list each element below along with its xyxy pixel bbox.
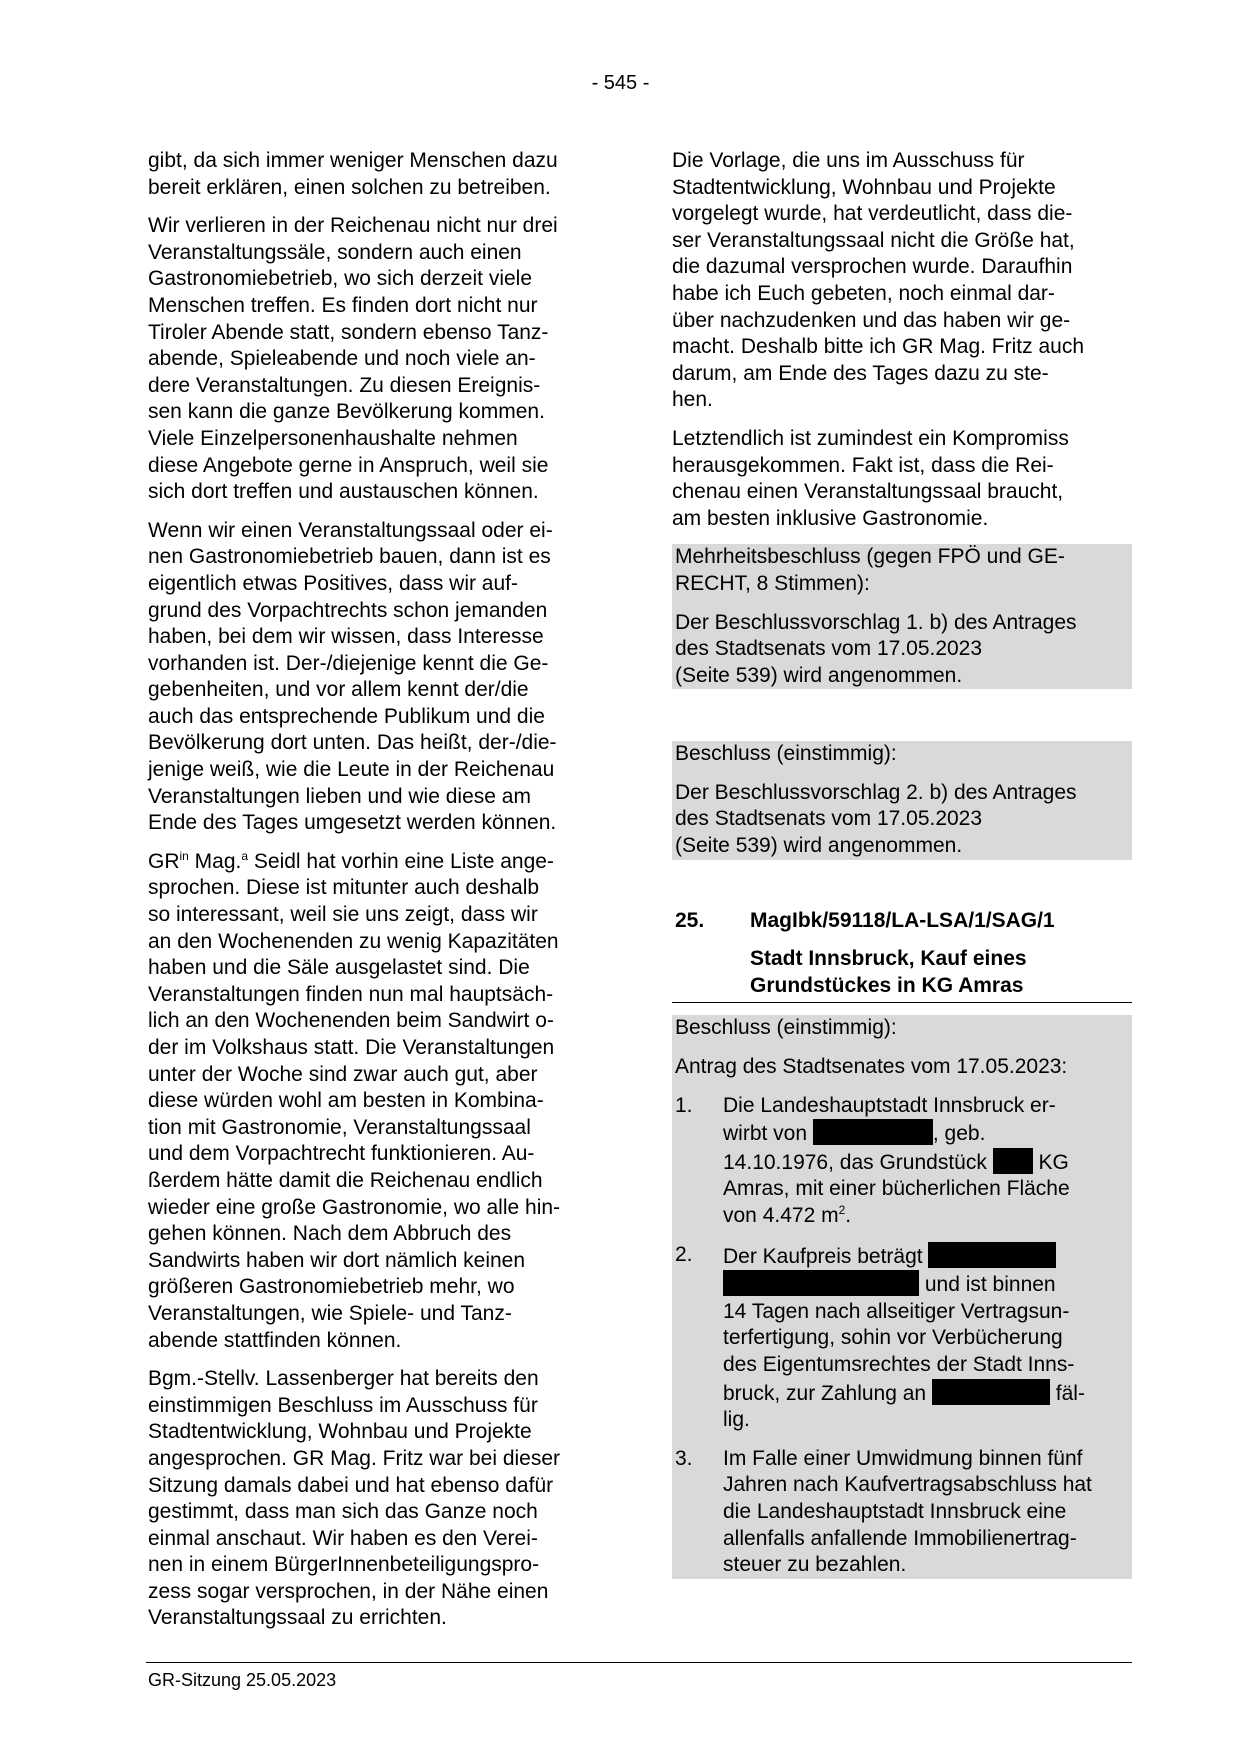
paragraph: Letztendlich ist zumindest ein Kompromiss herausgekommen. Fakt ist, dass die Rei- chenau einen Veranstaltungssaal braucht, am besten inklusive Gastronomie. (672, 426, 1069, 530)
list-item (675, 1242, 1129, 1434)
text-run: GR (148, 849, 180, 873)
agenda-title: Stadt Innsbruck, Kauf eines Grundstückes in KG Amras (750, 947, 1027, 997)
paragraph: gibt, da sich immer weniger Menschen dazu bereit erklären, einen solchen zu betreiben. (148, 149, 558, 199)
redaction-block (723, 1270, 919, 1296)
paragraph: Bgm.-Stellv. Lassenberger hat bereits den einstimmigen Beschluss im Ausschuss für Stadtentwicklung, Wohnbau und Projekte angesprochen. GR Mag. Fritz war bei dieser Sitzung damals dabei und hat ebenso dafür gestimmt, dass man sich das Ganze noch einmal anschaut. Wir haben es den Verei- nen in einem BürgerInnenbeteiligungspro- zess sogar versprochen, in der Nähe einen Veranstaltungssaal zu errichten. (148, 1367, 561, 1630)
text-run: . (845, 1204, 852, 1227)
text-run: Die Landeshauptstadt Innsbruck er- wirbt von (723, 1093, 1056, 1146)
superscript: a (241, 848, 249, 863)
resolution-box (672, 1015, 1132, 1578)
resolution-box (672, 741, 1132, 859)
superscript: in (179, 848, 189, 863)
text-run: Der Kaufpreis beträgt (723, 1244, 929, 1268)
list-number: 1. (675, 1093, 693, 1117)
agenda-reference: MagIbk/59118/LA-LSA/1/SAG/1 (750, 908, 1055, 932)
list-text (723, 1242, 1129, 1434)
redaction-block (932, 1379, 1050, 1405)
resolution-list (675, 1093, 1129, 1579)
redaction-block (993, 1148, 1033, 1174)
redaction-block (928, 1242, 1056, 1268)
right-column (672, 148, 1132, 1579)
list-text: Im Falle einer Umwidmung binnen fünf Jahren nach Kaufvertragsabschluss hat die Landeshauptstadt Innsbruck eine allenfalls anfallende Immobilienertrag- steuer zu bezahlen. (723, 1446, 1092, 1577)
resolution-heading: Beschluss (einstimmig): (675, 1016, 897, 1040)
paragraph: Wir verlieren in der Reichenau nicht nur drei Veranstaltungssäle, sondern auch einen Gastronomiebetrieb, wo sich derzeit viele Menschen treffen. Es finden dort nicht nur Tiroler Abende statt, sondern ebenso Tanz- abende, Spieleabende und noch viele an- dere Veranstaltungen. Zu diesen Ereignis- sen kann die ganze Bevölkerung kommen. Viele Einzelpersonenhaushalte nehmen diese Angebote gerne in Anspruch, weil sie sich dort treffen und austauschen können. (148, 214, 558, 504)
paragraph (148, 849, 608, 1354)
resolution-text: Der Beschlussvorschlag 1. b) des Antrages des Stadtsenats vom 17.05.2023 (Seite 539) wird angenommen. (675, 610, 1077, 687)
superscript: 2 (838, 1203, 846, 1217)
footer-text: GR-Sitzung 25.05.2023 (148, 1670, 337, 1690)
resolution-intro: Antrag des Stadtsenates vom 17.05.2023: (675, 1055, 1068, 1079)
resolution-text: Der Beschlussvorschlag 2. b) des Antrages des Stadtsenats vom 17.05.2023 (Seite 539) wird angenommen. (675, 780, 1077, 858)
resolution-heading: Mehrheitsbeschluss (gegen FPÖ und GE- RECHT, 8 Stimmen): (675, 545, 1065, 595)
resolution-box (672, 544, 1132, 689)
paragraph: Die Vorlage, die uns im Ausschuss für Stadtentwicklung, Wohnbau und Projekte vorgelegt wurde, hat verdeutlicht, dass die- ser Veranstaltungssaal nicht die Größe hat, die dazumal versprochen wurde. Daraufhin habe ich Euch gebeten, noch einmal dar- über nachzudenken und das haben wir ge- macht. Deshalb bitte ich GR Mag. Fritz auch darum, am Ende des Tages dazu zu ste- hen. (672, 149, 1084, 412)
paragraph: Wenn wir einen Veranstaltungssaal oder ei- nen Gastronomiebetrieb bauen, dann ist es eigentlich etwas Positives, dass wir auf- grund des Vorpachtrechts schon jemanden haben, bei dem wir wissen, dass Interesse vorhanden ist. Der-/diejenige kennt die Ge- gebenheiten, und vor allem kennt der/die auch das entsprechende Publikum und die Bevölkerung dort unten. Das heißt, der-/die- jenige weiß, wie die Leute in der Reichenau Veranstaltungen lieben und wie diese am Ende des Tages umgesetzt werden können. (148, 518, 557, 835)
list-number: 3. (675, 1446, 693, 1470)
list-item (675, 1093, 1129, 1230)
page-number: - 545 - (591, 72, 650, 94)
text-run: und ist binnen 14 Tagen nach allseitiger Vertragsun- terfertigung, sohin vor Verbücherung des Eigentumsrechtes der Stadt Inns- bruck, zur Zahlung an (723, 1273, 1075, 1405)
text-run: Seidl hat vorhin eine Liste ange- sprochen. Diese ist mitunter auch deshalb so interessant, weil sie uns zeigt, dass wir an den Wochenenden zu wenig Kapazitäten haben und die Säle ausgelastet sind. Die Veranstaltungen finden nun mal hauptsäch- lich an den Wochenenden beim Sandwirt o- der im Volkshaus statt. Die Veranstaltungen unter der Woche sind zwar auch gut, aber diese würden wohl am besten in Kombina- tion mit Gastronomie, Veranstaltungssaal und dem Vorpachtrecht funktionieren. Au- ßerdem hätte damit die Reichenau endlich wieder eine große Gastronomie, wo alle hin- gehen können. Nach dem Abbruch des Sandwirts haben wir dort nämlich keinen größeren Gastronomiebetrieb mehr, wo Veranstaltungen, wie Spiele- und Tanz- abende stattfinden können. (148, 849, 561, 1352)
resolution-heading: Beschluss (einstimmig): (675, 742, 897, 766)
text-run: , geb. 14.10.1976, das Grundstück (723, 1122, 987, 1174)
left-column (148, 148, 608, 1644)
footer-divider (146, 1662, 1132, 1663)
section-divider (672, 1002, 1132, 1003)
redaction-block (813, 1119, 933, 1145)
list-number: 2. (675, 1242, 693, 1266)
text-run: KG Amras, mit einer bücherlichen Fläche von 4.472 m (723, 1150, 1070, 1227)
text-run: fäl- lig. (723, 1381, 1085, 1432)
list-item (675, 1446, 1129, 1579)
agenda-number: 25. (675, 908, 705, 932)
agenda-heading (672, 908, 1132, 935)
list-text (723, 1093, 1129, 1230)
agenda-item (672, 908, 1132, 1004)
text-run: Mag. (188, 849, 242, 873)
